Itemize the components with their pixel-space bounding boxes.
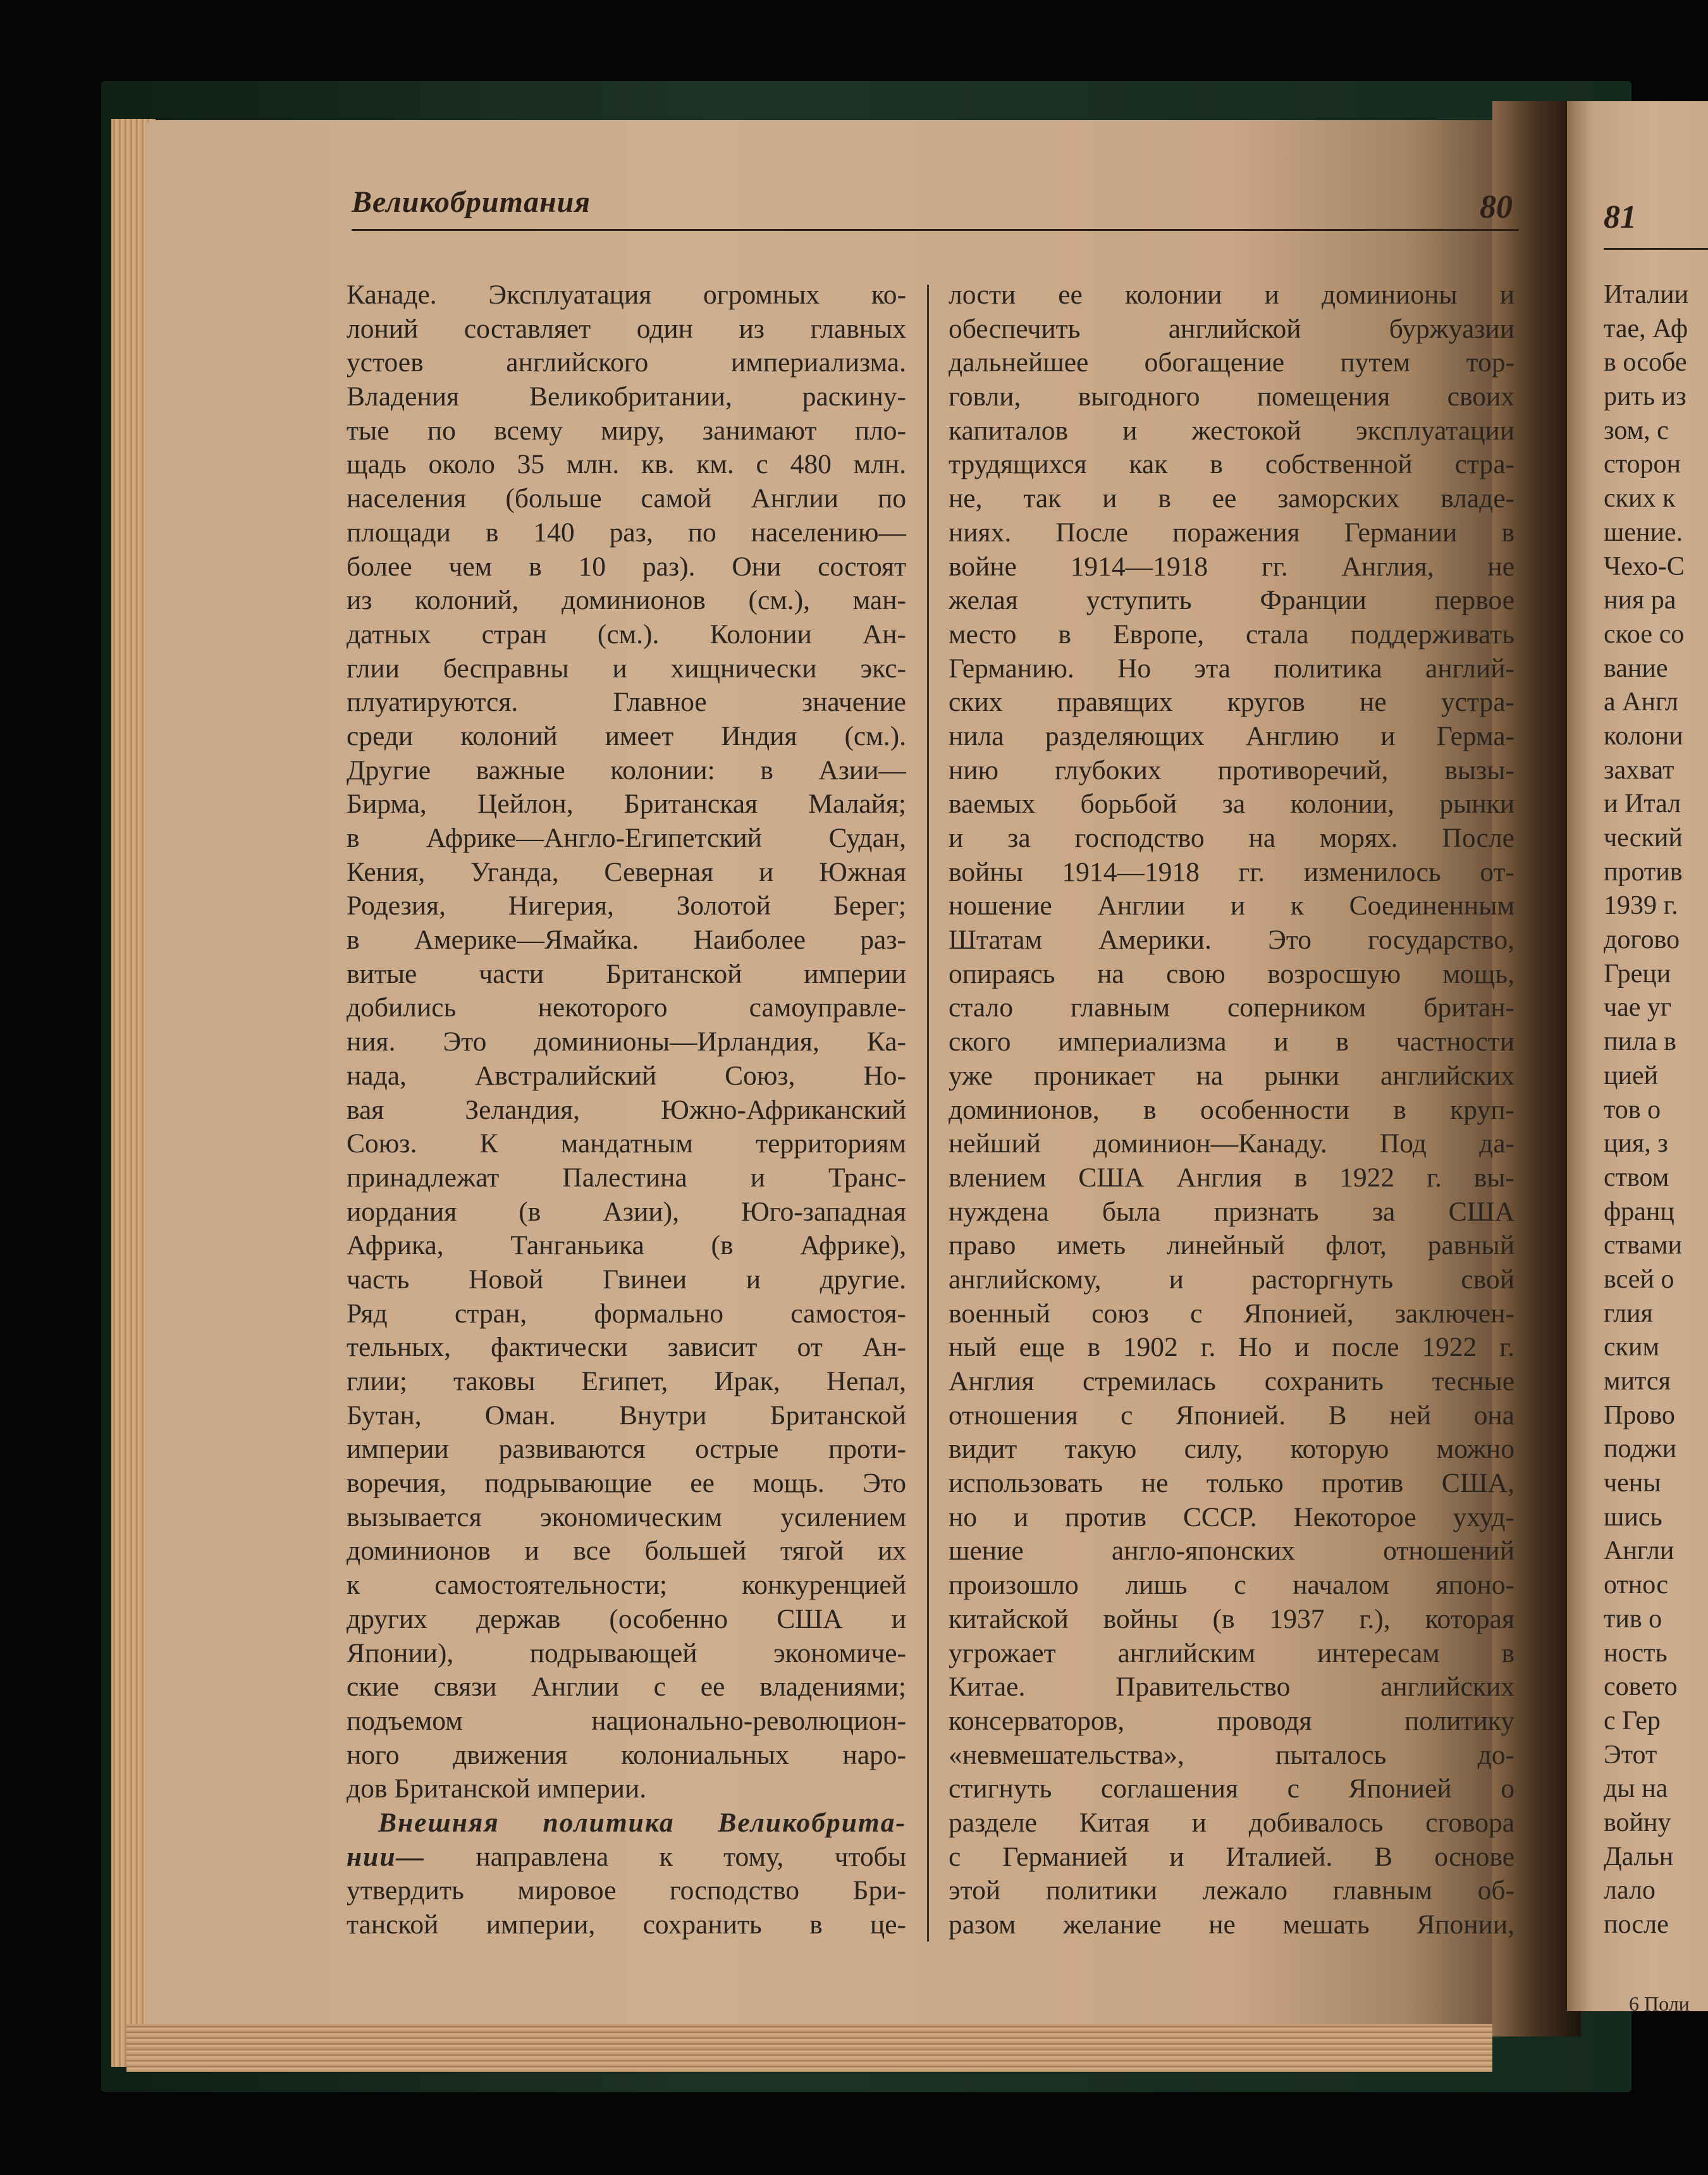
text-line: из колоний, доминионов (см.), ман- [347, 585, 906, 616]
text-line: отношения с Японией. В ней она [949, 1400, 1514, 1431]
text-line: Англи [1604, 1536, 1674, 1566]
text-line: Родезия, Нигерия, Золотой Берег; [347, 890, 906, 921]
text-line: шение. [1604, 517, 1683, 547]
text-line: ный еще в 1902 г. Но и после 1922 г. [949, 1332, 1514, 1363]
text-line: английскому, и расторгнуть свой [949, 1264, 1514, 1295]
footnote: 6 Поли [1629, 1992, 1690, 2015]
text-line: шись [1604, 1502, 1662, 1532]
text-line: империи развиваются острые проти- [347, 1434, 906, 1465]
running-title: Великобритания [352, 185, 591, 219]
text-line: доминионов, в особенности в круп- [949, 1094, 1514, 1125]
text-line: Африка, Танганьика (в Африке), [347, 1230, 906, 1261]
text-line: нада, Австралийский Союз, Но- [347, 1060, 906, 1091]
text-line: более чем в 10 раз). Они состоят [347, 551, 906, 582]
text-line: зом, с [1604, 416, 1669, 445]
text-line: иордания (в Азии), Юго-западная [347, 1196, 906, 1227]
text-line: опираясь на свою возросшую мощь, [949, 958, 1514, 989]
text-line: Чехо-С [1604, 551, 1685, 581]
section-heading-line [347, 1806, 906, 1840]
text-line: пила в [1604, 1027, 1676, 1057]
text-line: ством [1604, 1162, 1669, 1192]
text-line: с Гер [1604, 1706, 1661, 1735]
text-line: ды на [1604, 1774, 1668, 1804]
text-line: глия [1604, 1298, 1653, 1328]
text-line: ния ра [1604, 586, 1676, 615]
text-line: Греци [1604, 959, 1671, 989]
text-line: Этот [1604, 1740, 1657, 1770]
text-line: ского империализма и в частности [949, 1026, 1514, 1057]
text-line: Японии), подрывающей экономиче- [347, 1637, 906, 1668]
text-line: разделе Китая и добивалось сговора [949, 1807, 1514, 1838]
text-line: стигнуть соглашения с Японией о [949, 1773, 1514, 1804]
text-line: чае уг [1604, 993, 1672, 1023]
text-line: в Америке—Ямайка. Наиболее раз- [347, 925, 906, 956]
text-line: этой политики лежало главным об- [949, 1875, 1514, 1906]
text-line: чены [1604, 1469, 1661, 1498]
page-edges-bottom [126, 2024, 1492, 2072]
text-line: капиталов и жестокой эксплуатации [949, 415, 1514, 446]
section-heading: Внешняя политика Великобрита- [378, 1807, 906, 1838]
text-line: вание [1604, 653, 1668, 683]
text-line: других держав (особенно США и [347, 1603, 906, 1634]
text-line: ческий [1604, 823, 1683, 853]
text-line: тае, Аф [1604, 314, 1688, 343]
text-line: Германию. Но эта политика англий- [949, 653, 1514, 684]
text-line: поджи [1604, 1434, 1677, 1464]
text-line: ношение Англии и к Соединенным [949, 890, 1514, 921]
text-line: Китае. Правительство английских [949, 1672, 1514, 1703]
text-line: право иметь линейный флот, равный [949, 1230, 1514, 1261]
text-line: ния. Это доминионы—Ирландия, Ка- [347, 1026, 906, 1057]
text-line: ским [1604, 1333, 1660, 1362]
text-line: уже проникает на рынки английских [949, 1060, 1514, 1091]
text-line: датных стран (см.). Колонии Ан- [347, 619, 906, 650]
text-line: ного движения колониальных наро- [347, 1739, 906, 1770]
text-line: но и против СССР. Некоторое ухуд- [949, 1501, 1514, 1532]
text-line: Штатам Америки. Это государство, [949, 925, 1514, 956]
text-line: воречия, подрывающие ее мощь. Это [347, 1468, 906, 1499]
text-line: Прово [1604, 1400, 1675, 1430]
text-line: колони [1604, 721, 1683, 751]
text-line: Канаде. Эксплуатация огромных ко- [347, 280, 906, 310]
text-line: ские связи Англии с ее владениями; [347, 1672, 906, 1703]
text-line: ских к [1604, 484, 1676, 514]
text-line: Ряд стран, формально самостоя- [347, 1298, 906, 1329]
text-line: глии бесправны и хищнически экс- [347, 653, 906, 684]
text-line: всей о [1604, 1264, 1674, 1294]
text-line: лоний составляет один из главных [347, 313, 906, 344]
text-line: Кения, Уганда, Северная и Южная [347, 856, 906, 887]
text-line: место в Европе, стала поддерживать [949, 619, 1514, 650]
text-line: вая Зеландия, Южно-Африканский [347, 1094, 906, 1125]
text-line: утвердить мировое господство Бри- [347, 1875, 906, 1906]
text-line: ность [1604, 1638, 1668, 1668]
text-line: трудящихся как в собственной стра- [949, 449, 1514, 480]
text-line: 1939 г. [1604, 891, 1678, 921]
text-line: войну [1604, 1808, 1671, 1837]
text-line: военный союз с Японией, заключен- [949, 1298, 1514, 1329]
text-line: угрожает английским интересам в [949, 1637, 1514, 1668]
text-line: доминионов и все большей тягой их [347, 1536, 906, 1567]
text-line: в Африке—Англо-Египетский Судан, [347, 823, 906, 853]
text-line: цией [1604, 1061, 1659, 1090]
column-divider [927, 285, 929, 1942]
text-line: нию глубоких противоречий, вызы- [949, 755, 1514, 786]
text-line: ваемых борьбой за колонии, рынки [949, 789, 1514, 820]
text-line: ское со [1604, 619, 1685, 649]
text-line: шение англо-японских отношений [949, 1536, 1514, 1567]
text-line: глии; таковы Египет, Ирак, Непал, [347, 1366, 906, 1396]
text-line: тив о [1604, 1604, 1662, 1634]
text-column-left [347, 278, 906, 1942]
page-number-left: 80 [1480, 189, 1513, 225]
text-line: вызывается экономическим усилением [347, 1501, 906, 1532]
text-line: ниях. После поражения Германии в [949, 517, 1514, 548]
text-line: «невмешательства», пыталось до- [949, 1739, 1514, 1770]
text-line: ствами [1604, 1231, 1682, 1260]
text-line: к самостоятельности; конкуренцией [347, 1570, 906, 1601]
text-line: консерваторов, проводя политику [949, 1705, 1514, 1736]
text-line: относ [1604, 1570, 1668, 1600]
text-line: площади в 140 раз, по населению— [347, 517, 906, 548]
text-column-right [1604, 278, 1708, 1942]
text-line [347, 1840, 906, 1875]
text-line: стало главным соперником британ- [949, 992, 1514, 1023]
text-line: китайской войны (в 1937 г.), которая [949, 1603, 1514, 1634]
text-line: догово [1604, 925, 1680, 955]
text-line: Италии [1604, 280, 1689, 309]
text-line: населения (больше самой Англии по [347, 483, 906, 514]
text-line: войны 1914—1918 гг. изменилось от- [949, 856, 1514, 887]
text-line: и Итал [1604, 789, 1681, 819]
text-line: не, так и в ее заморских владе- [949, 483, 1514, 514]
text-line: щадь около 35 млн. кв. км. с 480 млн. [347, 449, 906, 480]
text-line: добились некоторого самоуправле- [347, 992, 906, 1023]
text-line: тые по всему миру, занимают пло- [347, 415, 906, 446]
text-line: в особе [1604, 348, 1687, 378]
text-line: Дальн [1604, 1842, 1674, 1871]
text-line: после [1604, 1910, 1669, 1939]
text-line: витые части Британской империи [347, 958, 906, 989]
text-line: подъемом национально-революцион- [347, 1705, 906, 1736]
text-line: разом желание не мешать Японии, [949, 1909, 1514, 1940]
text-line: с Германией и Италией. В основе [949, 1841, 1514, 1872]
text-line: и за господство на морях. После [949, 823, 1514, 853]
text-line: лости ее колонии и доминионы и [949, 280, 1514, 310]
page-number-right: 81 [1604, 199, 1637, 235]
text-column-middle [949, 278, 1514, 1942]
text-line: войне 1914—1918 гг. Англия, не [949, 551, 1514, 582]
text-line: лало [1604, 1876, 1656, 1906]
text-line: использовать не только против США, [949, 1468, 1514, 1499]
text-fragment: направлена к тому, чтобы [425, 1841, 906, 1872]
text-line: Англия стремилась сохранить тесные [949, 1366, 1514, 1396]
text-line: плуатируются. Главное значение [347, 687, 906, 718]
text-line: сторон [1604, 450, 1681, 479]
text-line: нейший доминион—Канаду. Под да- [949, 1128, 1514, 1159]
text-line: нила разделяющих Англию и Герма- [949, 720, 1514, 751]
text-line: принадлежат Палестина и Транс- [347, 1162, 906, 1193]
text-line: а Англ [1604, 687, 1679, 717]
header-rule-right [1604, 248, 1708, 250]
text-line: Владения Великобритании, раскину- [347, 381, 906, 412]
text-line: обеспечить английской буржуазии [949, 313, 1514, 344]
text-line: желая уступить Франции первое [949, 585, 1514, 616]
text-line: против [1604, 857, 1683, 887]
text-line: ских правящих кругов не устра- [949, 687, 1514, 718]
text-line: Бутан, Оман. Внутри Британской [347, 1400, 906, 1431]
text-line: среди колоний имеет Индия (см.). [347, 720, 906, 751]
text-line: произошло лишь с началом японо- [949, 1570, 1514, 1601]
text-line: говли, выгодного помещения своих [949, 381, 1514, 412]
section-heading-continued: нии— [347, 1841, 426, 1872]
text-line: тов о [1604, 1095, 1661, 1124]
text-line: ция, з [1604, 1129, 1668, 1159]
text-line: влением США Англия в 1922 г. вы- [949, 1162, 1514, 1193]
text-line: дов Британской империи. [347, 1773, 647, 1804]
text-line: видит такую силу, которую можно [949, 1434, 1514, 1465]
text-line: дальнейшее обогащение путем тор- [949, 347, 1514, 378]
text-line: Другие важные колонии: в Азии— [347, 755, 906, 786]
text-line: танской империи, сохранить в це- [347, 1909, 906, 1940]
text-line: рить из [1604, 382, 1686, 412]
text-line: Союз. К мандатным территориям [347, 1128, 906, 1159]
text-line: совето [1604, 1672, 1678, 1702]
text-line: нуждена была признать за США [949, 1196, 1514, 1227]
text-line: тельных, фактически зависит от Ан- [347, 1332, 906, 1363]
text-line: мится [1604, 1367, 1671, 1396]
text-line: франц [1604, 1197, 1674, 1226]
text-line: часть Новой Гвинеи и другие. [347, 1264, 906, 1295]
text-line: устоев английского империализма. [347, 347, 906, 378]
text-line: захват [1604, 755, 1674, 785]
running-head [352, 185, 1519, 231]
text-line: Бирма, Цейлон, Британская Малайя; [347, 789, 906, 820]
